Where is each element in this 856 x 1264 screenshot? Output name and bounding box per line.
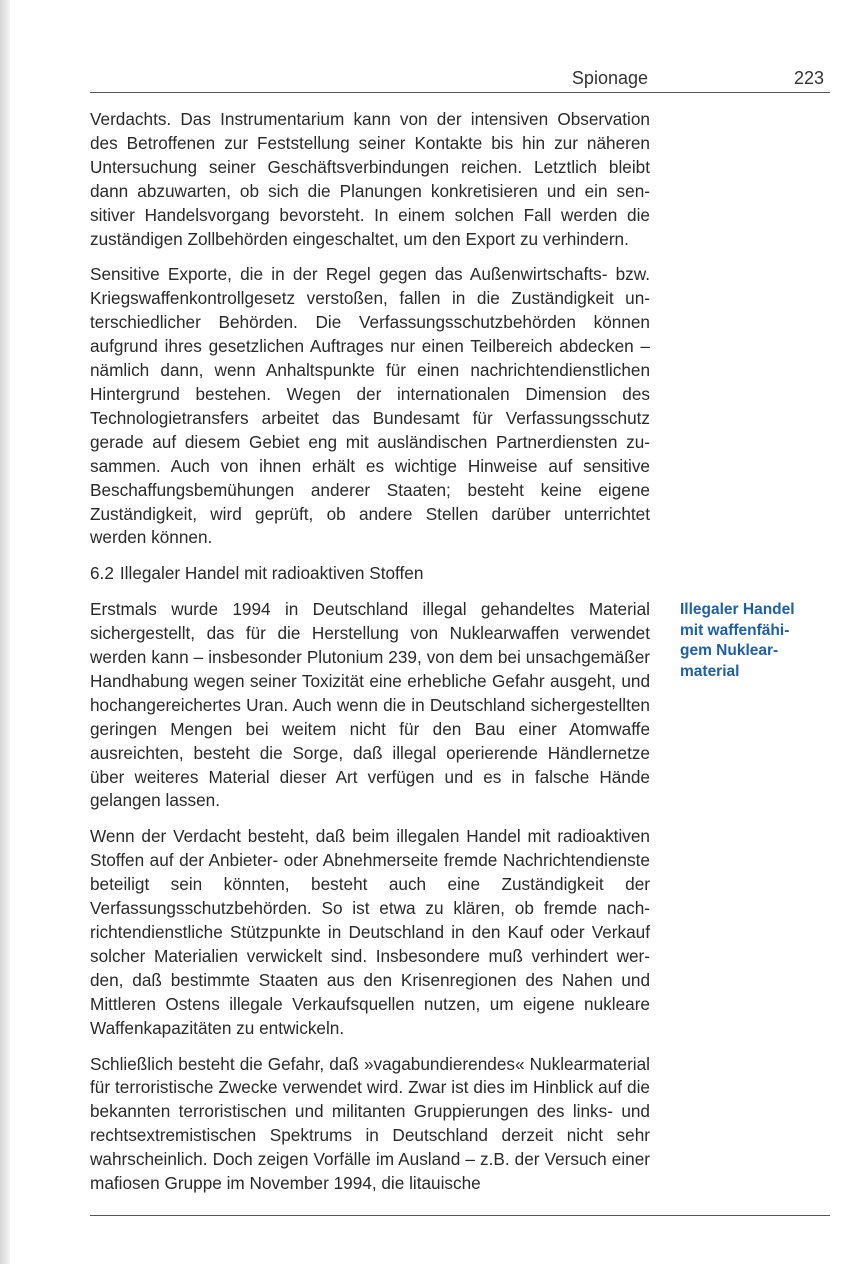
margin-note-line-3: gem Nuklear-: [680, 642, 779, 659]
body-text: [90, 108, 650, 1208]
paragraph-4: Wenn der Verdacht besteht, daß beim illegalen Handel mit radioaktiven Stoffen auf der Anbieter- oder Abnehmerseite fremde Nachrichtendienste beteiligt sein könnten, besteht auch eine Zuständigkeit der Verfassungsschutzbehörden. So ist etwa zu klären, ob fremde nachrichtendienstliche Stützpunkte in Deutschland in den Kauf oder Verkauf solcher Materialien verwickelt sind. Insbesondere muß verhindert werden, daß bestimmte Staaten aus den Krisenregionen des Nahen und Mittleren Ostens illegale Verkaufsquellen nutzen, um eigene nukleare Waffenkapazitäten zu entwickeln.: [90, 826, 650, 1038]
margin-note-line-1: Illegaler Handel: [680, 601, 795, 618]
paragraph-1: Verdachts. Das Instrumentarium kann von der intensiven Observation des Betroffenen zur Feststellung seiner Kontakte bis hin zur näheren Untersuchung seiner Geschäftsverbindungen reichen. Letztlich bleibt dann abzuwarten, ob sich die Planungen konkretisieren und ein sensitiver Handelsvorgang bevorsteht. In einem solchen Fall werden die zuständigen Zollbehörden eingeschaltet, um den Export zu verhindern.: [90, 109, 650, 249]
paragraph-2: Sensitive Exporte, die in der Regel gegen das Außenwirtschafts- bzw. Kriegswaffenkontrollgesetz verstoßen, fallen in die Zuständigkeit unterschiedlicher Behörden. Die Verfassungsschutzbehörden können aufgrund ihres gesetzlichen Auftrages nur einen Teilbereich abdecken – nämlich dann, wenn Anhaltspunkte für einen nachrichtendienstlichen Hintergrund bestehen. Wegen der internationalen Dimension des Technologietransfers arbeitet das Bundesamt für Verfassungsschutz gerade auf diesem Gebiet eng mit ausländischen Partnerdiensten zusammen. Auch von ihnen erhält es wichtige Hinweise auf sensitive Beschaffungsbemühungen anderer Staaten; besteht keine eigene Zuständigkeit, wird geprüft, ob andere Stellen darüber unterrichtet werden können.: [90, 264, 650, 548]
margin-note-line-4: material: [680, 662, 740, 680]
section-number: 6.2: [90, 563, 114, 584]
section-title: Illegaler Handel mit radioaktiven Stoffen: [119, 563, 424, 584]
running-head: Spionage: [571, 68, 648, 88]
margin-note-line-2: mit waffenfähi-: [680, 621, 790, 639]
paragraph-3: Erstmals wurde 1994 in Deutschland illegal gehandeltes Material sichergestellt, das für die Herstellung von Nuklearwaffen verwendet werden kann – insbesonder Plutonium 239, von dem bei unsachgemäßer Handhabung wegen seiner Toxizität eine erhebliche Gefahr ausgeht, und hochangereichertes Uran. Auch wenn die in Deutschland sichergestellten geringen Mengen bei weitem nicht für den Bau einer Atomwaffe ausreichten, besteht die Sorge, daß illegal operierende Händlernetze über weiteres Material dieser Art verfügen und es in falsche Hände gelangen lassen.: [90, 599, 650, 811]
margin-note: [680, 600, 830, 682]
paragraph-5: Schließlich besteht die Gefahr, daß »vagabundierendes« Nuklearmaterial für terroristische Zwecke verwendet wird. Zwar ist dies im Hinblick auf die bekannten terroristischen und militanten Gruppierungen des links- und rechtsextremistischen Spektrums in Deutschland derzeit nicht sehr wahrscheinlich. Doch zeigen Vorfälle im Ausland – z.B. der Versuch einer mafiosen Gruppe im November 1994, die litauische: [90, 1053, 650, 1194]
header-rule: [90, 92, 830, 93]
section-heading: [90, 562, 650, 586]
page-scan-edge: [0, 0, 10, 1264]
footer-rule: [90, 1215, 830, 1216]
page-number: 223: [793, 68, 824, 88]
page-header: [90, 64, 828, 92]
